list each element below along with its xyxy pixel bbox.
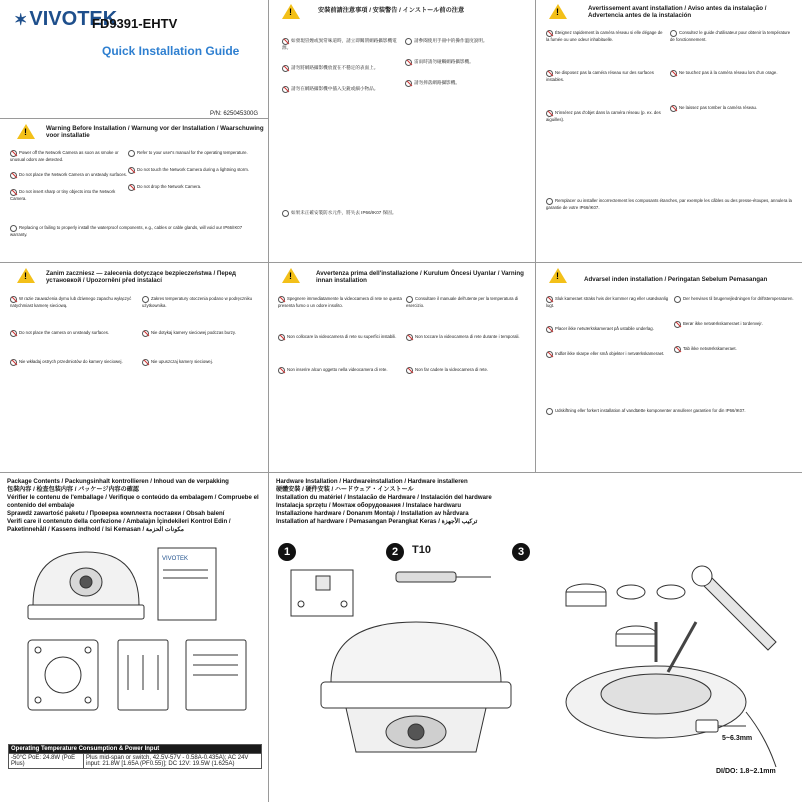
list-item [405,59,529,66]
unsteady-surface-icon [10,330,17,337]
item-text: Non inserire alcun oggetto nella videocamera di rete. [287,367,388,373]
item-text: Nie dotykaj kamery sieciowej podczas burzy. [151,330,236,336]
sharp-object-icon [10,189,17,196]
heading-line: Installazione hardware / Donanım Montajı / Installation av hårdvara [276,510,469,517]
divider [0,118,268,119]
section-title-warning-fr: Avertissement avant installation / Aviso antes da instalação / Advertencia antes de la instalación [588,5,767,19]
divider [268,262,269,472]
smoke-icon [10,150,17,157]
list-item [674,346,798,353]
item-text: Consultare il manuale dell'utente per la temperatura di esercizio. [406,296,519,308]
lightning-icon [405,59,412,66]
item-text: 如果未正確安裝防水元件，將失去 IP66/IK07 保固。 [291,210,397,215]
item-text: Spegnere immediatamente la videocamera di rete se questa presenta fumo o un odore insolito. [278,296,402,308]
step-badge: 2 [386,543,404,561]
drop-icon [405,80,412,87]
table-cell: -50°C PoE: 24.8W (PoE Plus) [9,754,84,769]
heading-line: Hardware Installation / Hardwareinstallation / Hardware installeren [276,478,468,485]
list-item [10,150,130,162]
list-item [546,351,670,358]
pl-list-left [10,296,138,388]
list-item [546,110,666,122]
sharp-object-icon [546,351,553,358]
waterproof-note [546,198,796,210]
item-text: Placer ikke netværkskameraet på ustabile underlag. [555,326,654,332]
unsteady-surface-icon [282,65,289,72]
list-item [406,296,530,308]
diameter-spec-label: DI/DO: 1.8~2.1mm [716,768,776,775]
item-text: Non far cadere la videocamera di rete. [415,367,489,373]
waterproof-note [282,210,530,217]
item-text: Remplacer ou installer incorrectement les composants étanches, par exemple les câbles ou des presse-étoupes, annulera la garantie de votre IP66/IK07. [546,198,792,210]
item-text: Refer to your user's manual for the operating temperature. [137,150,248,155]
list-item [10,189,130,201]
hardware-installation-heading [276,478,796,526]
brand-name: VIVOTEK [29,8,118,30]
item-text: Udskiftning eller forkert installation af vandtætte komponenter annullerer garantien for din IP66/IK07. [555,408,746,413]
lightning-icon [142,330,149,337]
item-text: W razie zauważenia dymu lub dziwnego zapachu wyłączyć natychmiast kamerę sieciową. [10,296,132,308]
item-text: Consultez le guide d'utilisateur pour obtenir la température de fonctionnement. [670,30,791,42]
pl-list-right [142,296,264,388]
da-list-left [546,296,670,376]
power-spec-table [8,744,262,769]
hardware-illustration [276,562,796,798]
list-item [282,65,400,72]
tool-label: T10 [412,544,431,556]
thermometer-icon [670,30,677,37]
item-text: Do not touch the Network Camera during a lightning storm. [137,167,250,172]
drop-icon [142,359,149,366]
list-item [405,80,529,87]
quick-guide-booklet [158,548,216,620]
screwdriver [396,572,491,582]
item-text: Non toccare la videocamera di rete durante i temporali. [415,334,520,340]
item-text: Ne laissez pas tomber la caméra réseau. [679,105,758,111]
table-cell: Plus mid-span or switch, 42.5V-57V - 0.58A-0.435A); AC 24V input: 21.8W [1.65A (PF0.55)]; DC 12V: 19.5W (1.625A) [84,754,262,769]
package-contents-illustration [8,540,266,732]
heading-line: 硬體安裝 / 硬件安装 / ハードウェア・インストール [276,486,414,493]
item-text: 如發現冒煙或異常味道時，請立即關閉網路攝影機電源。 [282,38,397,50]
warning-list-left [10,150,130,211]
list-item [674,321,798,328]
item-text: Indfør ikke skarpe eller små objekter i netværkskameraet. [555,351,665,357]
drop-icon [674,346,681,353]
smoke-icon [282,38,289,45]
fr-list-left [546,30,666,150]
thermometer-icon [128,150,135,157]
heading-line: Installation du matériel / Instalacão de Hardware / Instalación del hardware [276,494,492,501]
sharp-object-icon [278,367,285,374]
fr-list-right [670,30,796,140]
item-text: Tab ikke netværkskameraet. [683,346,737,351]
warranty-card [186,640,246,710]
heading-line: Installation af hardware / Pemasangan Perangkat Keras / تركيب الأجهزة [276,518,478,525]
cable-gland-parts [566,584,685,646]
list-item [10,359,138,366]
item-text: Replacing or failing to properly install the waterproof components, e.g., cables or cable glands, will void our IP66/IK07 warranty. [10,225,243,237]
svg-text:VIVOTEK: VIVOTEK [162,556,189,562]
list-item [670,70,796,77]
list-item [10,296,138,308]
list-item [406,367,530,374]
section-title-warning-en: Warning Before Installation / Warnung vor der Installation / Waarschuwing voor installatie [46,125,264,139]
divider [0,472,802,473]
thermometer-icon [674,296,681,303]
warning-icon [282,4,300,19]
cable-gland-icon [546,198,553,205]
step-badge: 1 [278,543,296,561]
thermometer-icon [142,296,149,303]
item-text: 請參閱使用手冊中的操作溫度說明。 [414,38,488,43]
item-text: Sluk kameraet straks hvis der kommer røg eller usædvanlig lugt. [546,296,669,308]
smoke-icon [10,296,17,303]
smoke-icon [278,296,285,303]
item-text: Ne touchez pas à la caméra réseau lors d'un orage. [679,70,778,76]
item-text: Power off the Network Camera as soon as smoke or unusual odors are detected. [10,150,119,162]
smoke-icon [546,30,553,37]
sharp-object-icon [10,359,17,366]
step-badge: 3 [512,543,530,561]
list-item [546,30,666,42]
warning-icon [17,124,35,139]
da-list-right [674,296,798,371]
heading-line: Instalacja sprzętu / Монтаж оборудования / Instalace hardwaru [276,502,462,509]
sharp-object-icon [546,110,553,117]
item-text: Zakres temperatury otoczenia podano w podręczniku użytkownika. [142,296,253,308]
item-text: Do not place the Network Camera on unsteady surfaces. [19,172,127,178]
it-list-left [278,296,402,400]
list-item [278,296,402,308]
dome-camera-assembly [321,622,511,752]
list-item [128,184,263,191]
lightning-icon [406,334,413,341]
list-item [405,38,529,45]
list-item [546,70,666,82]
cable-gland-icon [282,210,289,217]
heading-line: 包裝內容 / 检查包装内容 / パッケージ内容の確認 [7,486,139,493]
thermometer-icon [405,38,412,45]
lightning-icon [670,70,677,77]
item-text: N'insérez pas d'objet dans la caméra réseau (p. ex. des aiguilles). [546,110,661,123]
table-header: Operating Temperature Consumption & Power Input [9,745,262,754]
list-item [142,330,264,337]
vivotek-star-icon: ✶ [14,12,28,29]
item-text: 請勿摔落網路攝影機。 [414,80,460,85]
divider [268,472,269,802]
item-text: Do not place the camera on unsteady surfaces. [19,330,110,336]
sharp-object-icon [282,86,289,93]
item-text: Berør ikke netværkskameraet i tordenvejr. [683,321,763,326]
item-text: Do not insert sharp or tiny objects into the Network Camera. [10,189,116,202]
wrench [692,566,776,650]
list-item [278,334,402,341]
item-text: 雷雨時請勿碰觸網路攝影機。 [414,59,474,64]
list-item [10,330,138,337]
warning-icon [282,268,300,283]
warning-icon [549,268,567,283]
list-item [670,105,796,112]
cjk-list-left [282,38,400,107]
list-item [546,296,670,308]
cable-spec-label: 5~6.3mm [722,735,753,742]
list-item [282,38,400,51]
divider [0,262,802,263]
item-text: Nie upuszczaj kamery sieciowej. [151,359,213,365]
list-item [128,150,263,157]
warning-icon [17,268,35,283]
list-item [142,359,264,366]
heading-line: Package Contents / Packungsinhalt kontrollieren / Inhoud van de verpakking [7,478,229,485]
item-text: Non collocare la videocamera di rete su superfici instabili. [287,334,397,340]
cable-gland-icon [546,408,553,415]
item-text: Der henvises til brugervejledningen for driftstemperaturen. [683,296,794,301]
mounting-plate [28,640,98,710]
cjk-list-right [405,38,529,101]
guide-title: Quick Installation Guide [102,44,240,58]
alignment-sticker [291,570,353,616]
unsteady-surface-icon [546,70,553,77]
waterproof-note [546,408,796,415]
warning-list-right [128,150,263,201]
waterproof-note [10,225,260,237]
section-title-warning-pl: Zanim zaczniesz — zalecenia dotyczące bezpieczeństwa / Перед установкой / Upozornění před instalací [46,270,236,284]
item-text: Éteignez rapidement la caméra réseau si elle dégage de la fumée ou une odeur inhabituelle. [546,30,663,42]
model-number: FD9391-EHTV [92,16,178,31]
lightning-icon [128,167,135,174]
heading-line: Verifi care il contenuto della confezione / Ambalajın İçindekileri Kontrol Edin / Paketinnehåll / Kassens indhold / Isi Kemasan / مكونات الحزمة [7,518,231,533]
item-text: Do not drop the Network Camera. [137,184,202,189]
unsteady-surface-icon [10,172,17,179]
divider [535,262,536,472]
section-title-warning-cjk: 安裝前請注意事項 / 安装警告 / インストール前の注意 [318,7,465,14]
list-item [546,326,670,333]
drop-icon [406,367,413,374]
warning-icon [549,4,567,19]
heading-line: Sprawdź zawartość paketu / Проверка комплекта поставки / Obsah balení [7,510,225,517]
section-title-warning-da: Advarsel inden installation / Peringatan Sebelum Pemasangan [584,276,768,283]
screws-pack [118,640,168,710]
it-list-right [406,296,530,400]
package-contents-heading [7,478,265,534]
list-item [674,296,798,303]
cable-gland-icon [10,225,17,232]
unsteady-surface-icon [546,326,553,333]
item-text: 請勿將網路攝影機放置在不穩定的表面上。 [291,65,379,70]
thermometer-icon [406,296,413,303]
section-title-warning-it: Avvertenza prima dell'installazione / Kurulum Öncesi Uyarılar / Varning innan installation [316,270,524,284]
camera-base-with-cables [566,622,776,767]
list-item [406,334,530,341]
list-item [10,172,130,179]
smoke-icon [546,296,553,303]
heading-line: Vérifier le contenu de l'emballage / Verifique o conteúdo da embalagem / Compruebe el contenido del embalaje [7,494,259,509]
divider [268,0,269,262]
list-item [128,167,263,174]
item-text: Ne disposez pas la caméra réseau sur des surfaces instables. [546,70,654,83]
list-item [670,30,796,42]
list-item [282,86,400,93]
list-item [142,296,264,308]
drop-icon [670,105,677,112]
list-item [278,367,402,374]
lightning-icon [674,321,681,328]
camera-dome [28,552,144,619]
drop-icon [128,184,135,191]
part-number: P/N: 625045300G [210,111,259,117]
divider [535,0,536,262]
item-text: 請勿在網路攝影機中插入尖銳或細小物品。 [291,86,379,91]
unsteady-surface-icon [278,334,285,341]
item-text: Nie wkładaj ostrych przedmiotów do kamery sieciowej. [19,359,123,365]
